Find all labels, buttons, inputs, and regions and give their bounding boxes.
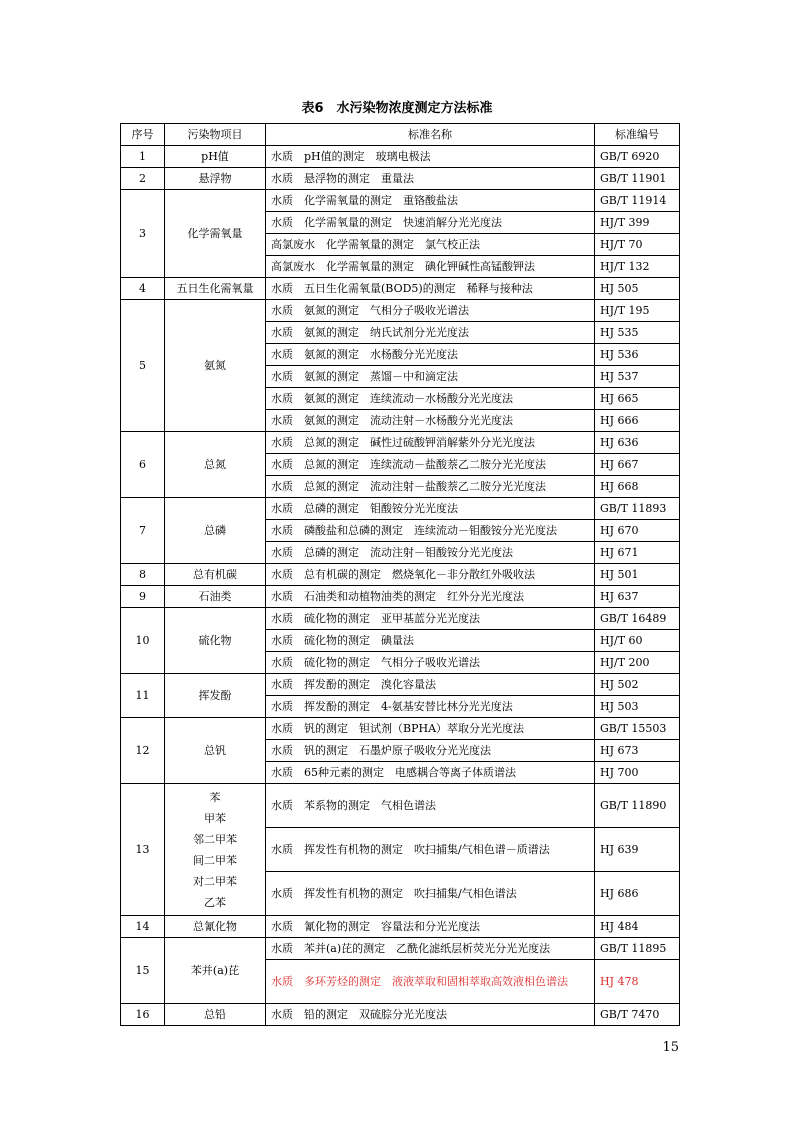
table-row [121,938,680,960]
standard-name-cell: 水质 总有机碳的测定 燃烧氧化－非分散红外吸收法 [266,564,595,586]
pollutant-name: 邻二甲苯 [193,832,237,846]
page-number: 15 [662,1040,679,1055]
serial-number-cell: 2 [121,168,165,190]
pollutant-name: 总有机碳 [193,568,237,581]
table-row [121,784,680,828]
pollutant-cell [165,718,266,784]
standard-name-cell: 水质 pH值的测定 玻璃电极法 [266,146,595,168]
standard-code-cell: HJ 501 [595,564,680,586]
standard-name-cell: 高氯废水 化学需氧量的测定 氯气校正法 [266,234,595,256]
standard-code-cell: HJ/T 60 [595,630,680,652]
standard-name-cell: 水质 苯系物的测定 气相色谱法 [266,784,595,828]
standard-code-cell: HJ 484 [595,916,680,938]
standard-name-cell: 水质 挥发酚的测定 4-氨基安替比林分光光度法 [266,696,595,718]
serial-number-cell: 3 [121,190,165,278]
standard-name-cell: 水质 钒的测定 石墨炉原子吸收分光光度法 [266,740,595,762]
standard-name-cell: 水质 硫化物的测定 气相分子吸收光谱法 [266,652,595,674]
standard-name-cell: 水质 挥发性有机物的测定 吹扫捕集/气相色谱法 [266,872,595,916]
standard-name-cell: 水质 硫化物的测定 碘量法 [266,630,595,652]
pollutant-cell [165,564,266,586]
standard-code-cell: GB/T 11914 [595,190,680,212]
standard-code-cell: GB/T 16489 [595,608,680,630]
pollutant-cell [165,146,266,168]
pollutant-cell [165,1004,266,1026]
pollutant-method-standards-table [120,123,680,1026]
serial-number-cell: 5 [121,300,165,432]
standard-code-cell: HJ 639 [595,828,680,872]
serial-number-cell: 8 [121,564,165,586]
standard-name-cell: 高氯废水 化学需氧量的测定 碘化钾碱性高锰酸钾法 [266,256,595,278]
table-row [121,498,680,520]
standard-name-cell: 水质 钒的测定 钽试剂（BPHA）萃取分光光度法 [266,718,595,740]
standard-code-cell: HJ 667 [595,454,680,476]
standard-code-cell: HJ/T 200 [595,652,680,674]
standard-name-cell: 水质 挥发酚的测定 溴化容量法 [266,674,595,696]
standard-code-cell: GB/T 11901 [595,168,680,190]
standard-code-cell: HJ/T 132 [595,256,680,278]
standard-code-cell: HJ 502 [595,674,680,696]
table-row [121,300,680,322]
standard-name-cell: 水质 铅的测定 双硫腙分光光度法 [266,1004,595,1026]
pollutant-cell [165,784,266,916]
standard-code-cell: HJ 536 [595,344,680,366]
standard-code-cell: HJ 637 [595,586,680,608]
standard-name-cell: 水质 总磷的测定 流动注射－钼酸铵分光光度法 [266,542,595,564]
serial-number-cell: 15 [121,938,165,1004]
standard-code-cell: HJ 478 [595,960,680,1004]
standard-name-cell: 水质 磷酸盐和总磷的测定 连续流动－钼酸铵分光光度法 [266,520,595,542]
standard-name-cell: 水质 挥发性有机物的测定 吹扫捕集/气相色谱－质谱法 [266,828,595,872]
table-body [121,146,680,1026]
pollutant-name: 化学需氧量 [187,227,243,240]
standard-name-cell: 水质 氰化物的测定 容量法和分光光度法 [266,916,595,938]
pollutant-name: 苯并(a)芘 [190,964,240,977]
standard-name-cell: 水质 氨氮的测定 水杨酸分光光度法 [266,344,595,366]
standard-code-cell: HJ 636 [595,432,680,454]
table-row [121,564,680,586]
table-row [121,674,680,696]
pollutant-name: 甲苯 [204,811,226,825]
table-row [121,190,680,212]
serial-number-cell: 14 [121,916,165,938]
standard-name-cell: 水质 悬浮物的测定 重量法 [266,168,595,190]
pollutant-cell [165,916,266,938]
standard-code-cell: HJ 537 [595,366,680,388]
header-standard-name: 标准名称 [266,124,595,146]
standard-name-cell: 水质 65种元素的测定 电感耦合等离子体质谱法 [266,762,595,784]
standard-code-cell: GB/T 11893 [595,498,680,520]
standard-name-cell: 水质 化学需氧量的测定 重铬酸盐法 [266,190,595,212]
table-title: 表6 水污染物浓度测定方法标准 [301,101,493,116]
standard-code-cell: GB/T 15503 [595,718,680,740]
pollutant-name: 挥发酚 [198,689,232,702]
standard-code-cell: HJ 535 [595,322,680,344]
pollutant-name: 苯 [209,790,221,804]
standard-code-cell: HJ/T 70 [595,234,680,256]
pollutant-name: 总氮 [204,458,226,471]
table-row [121,586,680,608]
pollutant-cell [165,432,266,498]
standard-name-cell: 水质 总磷的测定 钼酸铵分光光度法 [266,498,595,520]
pollutant-cell [165,190,266,278]
table-row [121,916,680,938]
standard-code-cell: HJ 700 [595,762,680,784]
pollutant-name: 对二甲苯 [193,874,237,888]
standard-code-cell: GB/T 11895 [595,938,680,960]
pollutant-cell [165,608,266,674]
serial-number-cell: 12 [121,718,165,784]
pollutant-name: 总铅 [204,1008,226,1021]
pollutant-name: 悬浮物 [198,172,232,185]
header-row [121,124,680,146]
serial-number-cell: 7 [121,498,165,564]
table-row [121,1004,680,1026]
standard-code-cell: HJ 671 [595,542,680,564]
standard-code-cell: GB/T 6920 [595,146,680,168]
pollutant-cell [165,498,266,564]
pollutant-name: 石油类 [198,590,232,603]
standard-name-cell: 水质 氨氮的测定 气相分子吸收光谱法 [266,300,595,322]
serial-number-cell: 6 [121,432,165,498]
pollutant-cell [165,300,266,432]
standard-name-cell: 水质 五日生化需氧量(BOD5)的测定 稀释与接种法 [266,278,595,300]
header-serial-number: 序号 [121,124,165,146]
pollutant-cell [165,586,266,608]
table-row [121,168,680,190]
standard-code-cell: HJ 673 [595,740,680,762]
pollutant-name: 乙苯 [204,895,226,909]
serial-number-cell: 11 [121,674,165,718]
standard-name-cell: 水质 化学需氧量的测定 快速消解分光光度法 [266,212,595,234]
header-standard-code: 标准编号 [595,124,680,146]
table-row [121,278,680,300]
standard-code-cell: HJ 666 [595,410,680,432]
serial-number-cell: 10 [121,608,165,674]
standard-code-cell: GB/T 11890 [595,784,680,828]
table-row [121,146,680,168]
standard-name-cell: 水质 氨氮的测定 连续流动－水杨酸分光光度法 [266,388,595,410]
header-pollutant-item: 污染物项目 [165,124,266,146]
serial-number-cell: 1 [121,146,165,168]
pollutant-cell [165,938,266,1004]
table-row [121,608,680,630]
standard-code-cell: HJ 665 [595,388,680,410]
pollutant-cell [165,278,266,300]
pollutant-name: 间二甲苯 [193,853,237,867]
table-header [121,124,680,146]
serial-number-cell: 13 [121,784,165,916]
standard-code-cell: HJ 505 [595,278,680,300]
standard-name-cell: 水质 总氮的测定 碱性过硫酸钾消解紫外分光光度法 [266,432,595,454]
standard-code-cell: HJ 503 [595,696,680,718]
serial-number-cell: 16 [121,1004,165,1026]
table-row [121,718,680,740]
standard-code-cell: HJ 668 [595,476,680,498]
pollutant-name: 氨氮 [204,359,226,372]
serial-number-cell: 9 [121,586,165,608]
standard-name-cell: 水质 苯并(a)芘的测定 乙酰化滤纸层析荧光分光光度法 [266,938,595,960]
serial-number-cell: 4 [121,278,165,300]
standard-name-cell: 水质 总氮的测定 连续流动－盐酸萘乙二胺分光光度法 [266,454,595,476]
standard-name-cell: 水质 多环芳烃的测定 液液萃取和固相萃取高效液相色谱法 [266,960,595,1004]
standard-name-cell: 水质 氨氮的测定 蒸馏－中和滴定法 [266,366,595,388]
standard-name-cell: 水质 石油类和动植物油类的测定 红外分光光度法 [266,586,595,608]
standard-name-cell: 水质 氨氮的测定 流动注射－水杨酸分光光度法 [266,410,595,432]
pollutant-name: pH值 [201,150,229,163]
pollutant-name: 总氰化物 [193,920,237,933]
standard-name-cell: 水质 总氮的测定 流动注射－盐酸萘乙二胺分光光度法 [266,476,595,498]
standard-name-cell: 水质 硫化物的测定 亚甲基蓝分光光度法 [266,608,595,630]
standard-name-cell: 水质 氨氮的测定 纳氏试剂分光光度法 [266,322,595,344]
pollutant-cell [165,674,266,718]
standard-code-cell: HJ 686 [595,872,680,916]
pollutant-name: 五日生化需氧量 [176,282,254,295]
pollutant-name: 硫化物 [198,634,232,647]
pollutant-cell [165,168,266,190]
table-row [121,432,680,454]
standard-code-cell: HJ 670 [595,520,680,542]
standard-code-cell: HJ/T 195 [595,300,680,322]
pollutant-name: 总磷 [204,524,226,537]
pollutant-name: 总钒 [204,744,226,757]
standard-code-cell: GB/T 7470 [595,1004,680,1026]
standard-code-cell: HJ/T 399 [595,212,680,234]
